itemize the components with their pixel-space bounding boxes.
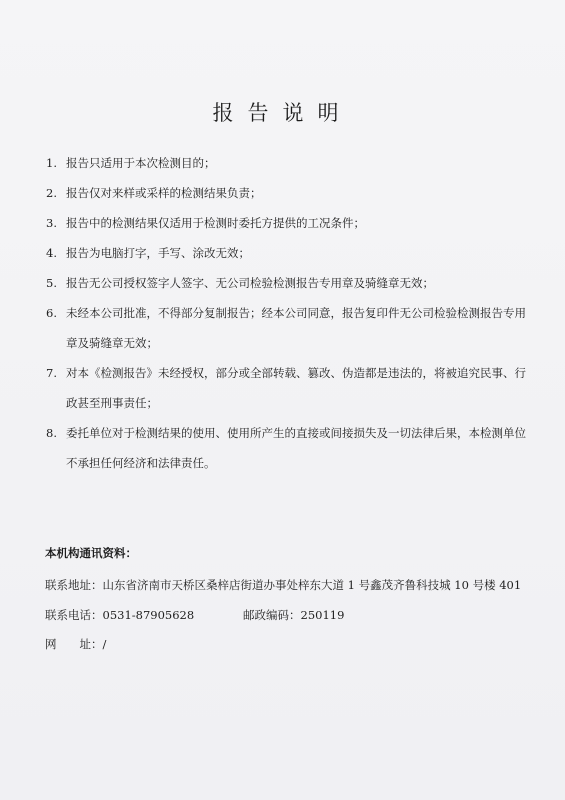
contact-postcode: 邮政编码：250119 xyxy=(243,608,345,622)
item-number: 2. xyxy=(46,186,57,200)
item-number: 5. xyxy=(46,276,57,290)
list-item xyxy=(46,238,526,268)
list-item xyxy=(46,358,526,418)
list-item xyxy=(46,208,526,238)
list-item xyxy=(46,178,526,208)
item-number: 3. xyxy=(46,216,57,230)
notes-list xyxy=(46,148,526,478)
item-text: 报告仅对来样或采样的检测结果负责； xyxy=(66,186,262,200)
contact-address: 联系地址：山东省济南市天桥区桑梓店街道办事处梓东大道 1 号鑫茂齐鲁科技城 10 号楼 401 xyxy=(45,578,522,592)
item-number: 7. xyxy=(46,366,57,380)
contact-heading: 本机构通讯资料： xyxy=(45,546,137,560)
list-item xyxy=(46,268,526,298)
item-text: 报告只适用于本次检测目的； xyxy=(66,156,216,170)
item-number: 1. xyxy=(46,156,57,170)
list-item xyxy=(46,298,526,358)
item-number: 6. xyxy=(46,306,57,320)
list-item xyxy=(46,418,526,478)
item-text: 报告无公司授权签字人签字、无公司检验检测报告专用章及骑缝章无效； xyxy=(66,276,434,290)
item-text: 报告为电脑打字，手写、涂改无效； xyxy=(66,246,250,260)
item-number: 8. xyxy=(46,426,57,440)
contact-website: 网 址：/ xyxy=(45,637,107,651)
item-number: 4. xyxy=(46,246,57,260)
item-text: 委托单位对于检测结果的使用、使用所产生的直接或间接损失及一切法律后果，本检测单位不承担任何经济和法律责任。 xyxy=(66,426,526,470)
contact-phone-row xyxy=(45,607,345,623)
item-text: 未经本公司批准，不得部分复制报告；经本公司同意，报告复印件无公司检验检测报告专用章及骑缝章无效； xyxy=(66,306,526,350)
contact-phone: 联系电话：0531-87905628 xyxy=(45,608,195,622)
page-title: 报告说明 xyxy=(212,101,353,125)
list-item xyxy=(46,148,526,178)
item-text: 报告中的检测结果仅适用于检测时委托方提供的工况条件； xyxy=(66,216,365,230)
item-text: 对本《检测报告》未经授权，部分或全部转载、篡改、伪造都是违法的，将被追究民事、行政甚至刑事责任； xyxy=(66,366,526,410)
